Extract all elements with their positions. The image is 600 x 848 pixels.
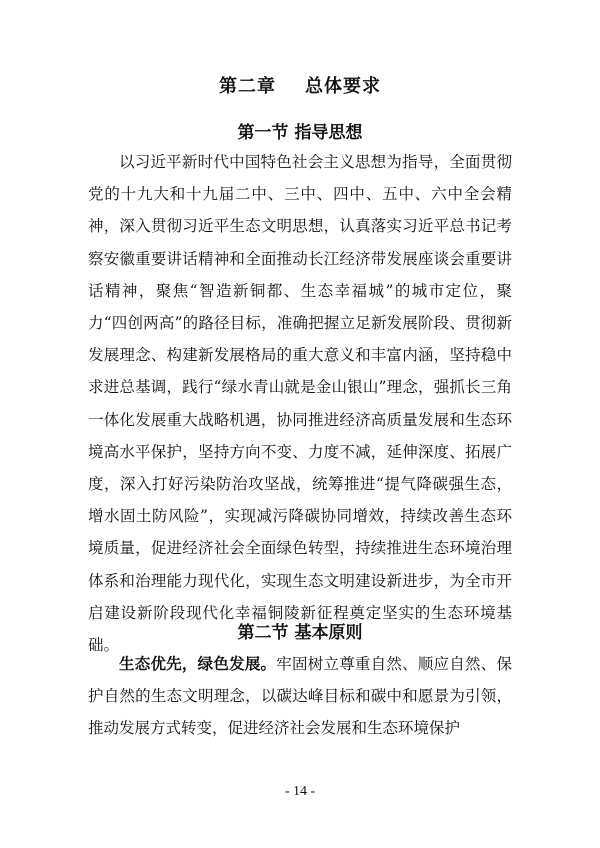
guiding-ideology-paragraph: 以习近平新时代中国特色社会主义思想为指导，全面贯彻党的十九大和十九届二中、三中、四中、五中、六中全会精神，深入贯彻习近平生态文明思想，认真落实习近平总书记考察安徽重要讲话精神和全面推动长江经济带发展座谈会重要讲话精神，聚焦“智造新铜都、生态幸福城”的城市定位，聚力“四创两高”的路径目标，准确把握立足新发展阶段、贯彻新发展理念、构建新发展格局的重大意义和丰富内涵，坚持稳中求进总基调，践行“绿水青山就是金山银山”理念，强抓长三角一体化发展重大战略机遇，协同推进经济高质量发展和生态环境高水平保护，坚持方向不变、力度不减，延伸深度、拓展广度，深入打好污染防治攻坚战，统筹推进“提气降碳强生态，增水固土防风险”，实现减污降碳协同增效，持续改善生态环境质量，促进经济社会全面绿色转型，持续推进生态环境治理体系和治理能力现代化，实现生态文明建设新进步，为全市开启建设新阶段现代化幸福铜陵新征程奠定坚实的生态环境基础。	[88, 153, 512, 655]
chapter-title: 第二章 总体要求	[218, 76, 382, 97]
principle-body-text: 牢固树立尊重自然、顺应自然、保护自然的生态文明理念，以碳达峰目标和碳中和愿景为引领，推动发展方式转变，促进经济社会发展和生态环境保护	[88, 655, 512, 738]
page-number: - 14 -	[284, 784, 316, 799]
basic-principles-paragraph	[88, 648, 512, 745]
section-title-guiding-ideology: 第一节 指导思想	[237, 123, 363, 143]
section-title-basic-principles: 第二节 基本原则	[237, 623, 363, 643]
principle-lead-text: 生态优先，绿色发展。	[119, 655, 277, 673]
